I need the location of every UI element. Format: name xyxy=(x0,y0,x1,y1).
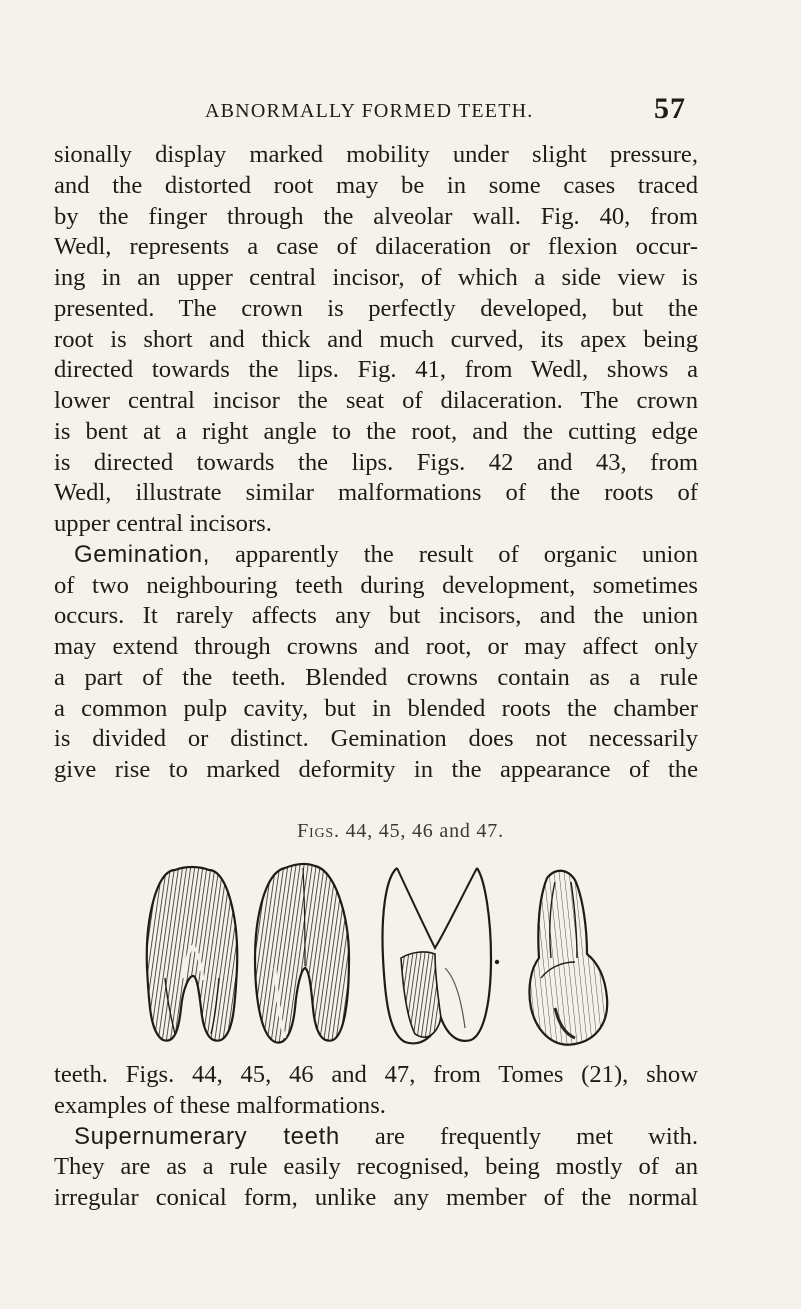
tooth-figure-47 xyxy=(529,871,607,1045)
body-text-lower xyxy=(54,1060,698,1214)
text-line: is directed towards the lips. Figs. 42 and 43, from xyxy=(54,448,698,476)
tooth-figure-46 xyxy=(383,868,500,1043)
text-line: irregular conical form, unlike any member of the normal xyxy=(54,1184,698,1211)
text-line: give rise to marked deformity in the appearance of the xyxy=(54,756,698,783)
text-line: is divided or distinct. Gemination does not necessarily xyxy=(54,725,698,753)
gemination-term: Gemination, xyxy=(74,540,210,568)
text-line: examples of these malformations. xyxy=(54,1091,386,1119)
tooth-figure-44 xyxy=(147,867,237,1041)
figure-caption-prefix: Figs. xyxy=(297,820,340,842)
tooth-figure-45 xyxy=(255,864,349,1043)
text-line: upper central incisors. xyxy=(54,510,272,537)
text-line: of two neighbouring teeth during development, sometimes xyxy=(54,571,698,599)
gemination-first-line xyxy=(54,540,698,571)
figure-caption xyxy=(0,820,801,843)
figure-caption-numbers: 44, 45, 46 and 47. xyxy=(339,820,504,842)
gemination-first-rest: apparently the result of organic union xyxy=(210,540,698,568)
text-line: lower central incisor the seat of dilaceration. The crown xyxy=(54,387,698,414)
text-line: teeth. Figs. 44, 45, 46 and 47, from Tomes (21), show xyxy=(54,1061,698,1088)
supernumerary-first-rest: are frequently met with. xyxy=(339,1122,699,1150)
tooth-illustrations xyxy=(135,858,715,1048)
text-line: and the distorted root may be in some cases traced xyxy=(54,171,698,199)
text-line: is bent at a right angle to the root, and the cutting edge xyxy=(54,417,698,445)
supernumerary-first-line xyxy=(54,1122,698,1153)
text-line: presented. The crown is perfectly developed, but the xyxy=(54,294,698,322)
text-line: root is short and thick and much curved, its apex being xyxy=(54,325,698,353)
figure-block xyxy=(0,820,801,1060)
text-line: sionally display marked mobility under slight pressure, xyxy=(54,141,698,168)
text-line: a part of the teeth. Blended crowns contain as a rule xyxy=(54,663,698,691)
page-number: 57 xyxy=(654,92,686,125)
text-line: a common pulp cavity, but in blended roots the chamber xyxy=(54,694,698,722)
text-line: They are as a rule easily recognised, being mostly of an xyxy=(54,1153,698,1181)
text-line: occurs. It rarely affects any but incisors, and the union xyxy=(54,602,698,630)
running-head xyxy=(0,92,801,132)
text-line: directed towards the lips. Fig. 41, from Wedl, shows a xyxy=(54,356,698,384)
text-line: Wedl, illustrate similar malformations of the roots of xyxy=(54,479,698,507)
body-text-upper xyxy=(54,140,698,786)
text-line: Wedl, represents a case of dilaceration or flexion occur- xyxy=(54,233,698,261)
supernumerary-term: Supernumerary teeth xyxy=(74,1122,340,1150)
text-line: may extend through crowns and root, or may affect only xyxy=(54,633,698,660)
text-line: ing in an upper central incisor, of which a side view is xyxy=(54,264,698,291)
text-line: by the finger through the alveolar wall. Fig. 40, from xyxy=(54,202,698,230)
running-title: ABNORMALLY FORMED TEETH. xyxy=(205,100,534,122)
